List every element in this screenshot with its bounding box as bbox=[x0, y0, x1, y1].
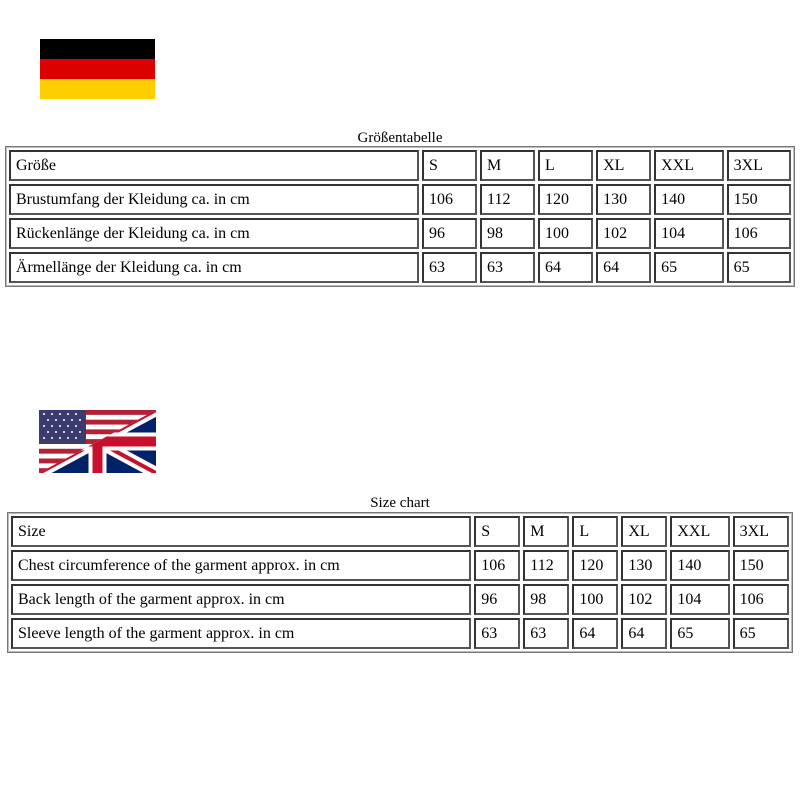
table-cell: 65 bbox=[727, 252, 791, 283]
header-cell: S bbox=[474, 516, 520, 547]
table-cell: 106 bbox=[422, 184, 477, 215]
english-size-table bbox=[7, 512, 793, 653]
row-label: Rückenlänge der Kleidung ca. in cm bbox=[9, 218, 419, 249]
row-label: Ärmellänge der Kleidung ca. in cm bbox=[9, 252, 419, 283]
table-header-row bbox=[11, 516, 789, 547]
header-cell: L bbox=[572, 516, 618, 547]
table-row bbox=[9, 218, 791, 249]
table-cell: 104 bbox=[670, 584, 729, 615]
header-cell: L bbox=[538, 150, 593, 181]
table-cell: 98 bbox=[480, 218, 535, 249]
table-cell: 102 bbox=[621, 584, 667, 615]
table-cell: 65 bbox=[733, 618, 789, 649]
german-size-table bbox=[5, 146, 795, 287]
table-cell: 100 bbox=[538, 218, 593, 249]
table-cell: 102 bbox=[596, 218, 651, 249]
table-row bbox=[9, 184, 791, 215]
table-cell: 64 bbox=[572, 618, 618, 649]
table-row bbox=[11, 618, 789, 649]
table-cell: 130 bbox=[621, 550, 667, 581]
row-label: Chest circumference of the garment approx. in cm bbox=[11, 550, 471, 581]
table-cell: 63 bbox=[480, 252, 535, 283]
table-cell: 63 bbox=[523, 618, 569, 649]
header-cell: M bbox=[523, 516, 569, 547]
table-cell: 140 bbox=[654, 184, 724, 215]
header-cell: 3XL bbox=[733, 516, 789, 547]
header-cell: 3XL bbox=[727, 150, 791, 181]
row-label: Sleeve length of the garment approx. in cm bbox=[11, 618, 471, 649]
table-cell: 120 bbox=[538, 184, 593, 215]
table-row bbox=[9, 252, 791, 283]
header-cell: XL bbox=[621, 516, 667, 547]
row-label: Brustumfang der Kleidung ca. in cm bbox=[9, 184, 419, 215]
table-cell: 64 bbox=[621, 618, 667, 649]
table-cell: 150 bbox=[727, 184, 791, 215]
table-cell: 140 bbox=[670, 550, 729, 581]
header-cell: Größe bbox=[9, 150, 419, 181]
header-cell: Size bbox=[11, 516, 471, 547]
table-cell: 120 bbox=[572, 550, 618, 581]
table-cell: 65 bbox=[654, 252, 724, 283]
table-cell: 65 bbox=[670, 618, 729, 649]
table-cell: 106 bbox=[727, 218, 791, 249]
table-row bbox=[11, 550, 789, 581]
table-cell: 150 bbox=[733, 550, 789, 581]
table-cell: 106 bbox=[733, 584, 789, 615]
table-cell: 64 bbox=[596, 252, 651, 283]
header-cell: XL bbox=[596, 150, 651, 181]
table-cell: 106 bbox=[474, 550, 520, 581]
table-cell: 64 bbox=[538, 252, 593, 283]
table-cell: 98 bbox=[523, 584, 569, 615]
table-cell: 104 bbox=[654, 218, 724, 249]
row-label: Back length of the garment approx. in cm bbox=[11, 584, 471, 615]
header-cell: XXL bbox=[654, 150, 724, 181]
table-cell: 100 bbox=[572, 584, 618, 615]
table-row bbox=[11, 584, 789, 615]
german-flag-icon bbox=[40, 39, 155, 99]
table-cell: 63 bbox=[422, 252, 477, 283]
table-cell: 112 bbox=[480, 184, 535, 215]
us-uk-flag-icon bbox=[39, 410, 156, 473]
header-cell: S bbox=[422, 150, 477, 181]
header-cell: M bbox=[480, 150, 535, 181]
header-cell: XXL bbox=[670, 516, 729, 547]
table-header-row bbox=[9, 150, 791, 181]
table-cell: 63 bbox=[474, 618, 520, 649]
german-table-caption: Größentabelle bbox=[357, 130, 443, 146]
table-cell: 112 bbox=[523, 550, 569, 581]
table-cell: 96 bbox=[474, 584, 520, 615]
table-cell: 130 bbox=[596, 184, 651, 215]
table-cell: 96 bbox=[422, 218, 477, 249]
english-table-caption: Size chart bbox=[370, 495, 430, 511]
